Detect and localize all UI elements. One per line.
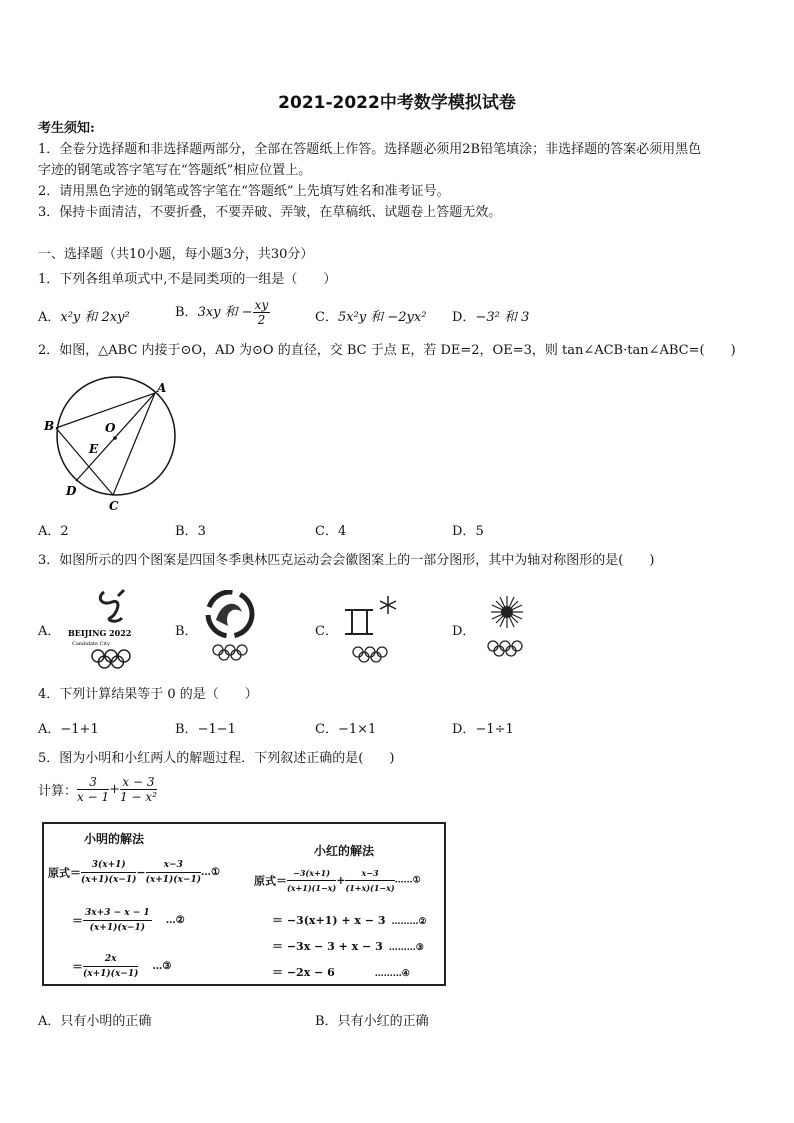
q4-option-c[interactable]: C．−1×1 xyxy=(315,722,377,737)
notice-item-1-cont: 字迹的钢笔或答字笔写在“答题纸”相应位置上。 xyxy=(38,163,312,178)
q1-option-c[interactable] xyxy=(315,306,426,325)
q2-option-c[interactable]: C．4 xyxy=(315,524,347,539)
label-d: D xyxy=(66,484,77,498)
olympic-rings-b xyxy=(213,645,247,660)
q3-option-c-label[interactable]: C． xyxy=(315,624,338,639)
label-e: E xyxy=(89,442,99,456)
q4-stem: 4．下列计算结果等于 0 的是（ ） xyxy=(38,687,258,702)
q3-stem: 3．如图所示的四个图案是四国冬季奥林匹克运动会会徽图案上的一部分图形，其中为轴对称图形的是( ) xyxy=(38,553,655,568)
q5-option-a[interactable]: A．只有小明的正确 xyxy=(38,1014,152,1029)
q5-option-b[interactable]: B．只有小红的正确 xyxy=(315,1014,429,1029)
xiaohong-line-2: ＝ −3(x+1) + x − 3 ………② xyxy=(272,914,427,927)
logo-a-text: BEIJING 2022 xyxy=(68,628,132,638)
q3-logo-b xyxy=(198,590,262,664)
olympic-rings-c xyxy=(353,647,387,662)
xiaohong-line-4: ＝ −2x − 6 ………④ xyxy=(272,966,410,979)
option-label: B． xyxy=(175,305,198,320)
olympic-rings-a xyxy=(92,650,130,668)
q4-option-d[interactable]: D．−1÷1 xyxy=(452,722,514,737)
label-b: B xyxy=(44,419,55,433)
xiaoming-line-3: ＝ $\frac{2x}{(x+1)(x-1)}$ …③ xyxy=(72,954,172,979)
q3-logo-d xyxy=(480,594,534,660)
q2-option-a[interactable]: A．2 xyxy=(38,524,69,539)
xiaoming-line-2: ＝ $\frac{3x+3 - x - 1}{(x+1)(x-1)}$ …② xyxy=(72,908,185,933)
q1-option-b[interactable] xyxy=(175,298,270,327)
q4-option-b[interactable]: B．−1−1 xyxy=(175,722,236,737)
option-label: D． xyxy=(452,310,476,325)
q3-logo-a xyxy=(66,584,162,670)
xiaoming-line-1: 原式＝ $\frac{3(x+1)}{(x+1)(x-1)}$ − $\frac{x-3}{(x+1)(x-1)}$ …① xyxy=(48,860,220,885)
star-icon xyxy=(380,596,396,614)
xiaohong-line-1: 原式＝ $\frac{-3(x+1)}{(x+1)(1-x)}$ + $\frac{x-3}{(1+x)(1-x)}$ ……① xyxy=(254,868,421,893)
q3-option-a-label[interactable]: A． xyxy=(38,624,61,639)
q1-c-expression: 5x²y 和 −2yx² xyxy=(337,310,427,325)
section-heading: 一、选择题（共10小题，每小题3分，共30分） xyxy=(38,247,314,262)
notice-item-3: 3．保持卡面清洁，不要折叠，不要弄破、弄皱，在草稿纸、试题卷上答题无效。 xyxy=(38,205,502,220)
q3-logo-c xyxy=(342,594,402,668)
xiaoming-title: 小明的解法 xyxy=(84,832,145,846)
q2-stem: 2．如图，△ABC 内接于⊙O，AD 为⊙O 的直径，交 BC 于点 E，若 DE=2，OE=3，则 tan∠ACB·tan∠ABC=( ) xyxy=(38,343,736,358)
notice-item-2: 2．请用黑色字迹的钢笔或答字笔在“答题纸”上先填写姓名和准考证号。 xyxy=(38,184,450,199)
q1-b-expression: 3xy 和 − xyxy=(197,305,253,320)
triangle-abc xyxy=(56,393,155,495)
xiaohong-line-3: ＝ −3x − 3 + x − 3 ………③ xyxy=(272,940,424,953)
label-o: O xyxy=(105,421,116,435)
q4-option-a[interactable]: A．−1+1 xyxy=(38,722,99,737)
q2-option-d[interactable]: D．5 xyxy=(452,524,484,539)
q1-option-a[interactable] xyxy=(38,306,130,325)
q2-circle-figure xyxy=(38,375,183,515)
logo-a-sub: Candidate City xyxy=(72,641,110,647)
xiaohong-title: 小红的解法 xyxy=(314,844,375,858)
q5-stem: 5．图为小明和小红两人的解题过程．下列叙述正确的是( ) xyxy=(38,751,395,766)
option-label: A． xyxy=(38,310,61,325)
olympic-rings-d xyxy=(488,641,522,656)
label-c: C xyxy=(109,499,119,513)
notice-heading: 考生须知: xyxy=(38,121,95,136)
q1-a-expression: x²y 和 2xy² xyxy=(60,310,130,325)
option-label: C． xyxy=(315,310,338,325)
label-a: A xyxy=(157,381,167,395)
page-title: 2021-2022中考数学模拟试卷 xyxy=(278,93,516,113)
q3-option-b-label[interactable]: B． xyxy=(175,624,198,639)
q1-d-expression: −3² 和 3 xyxy=(475,310,530,325)
q1-stem: 1．下列各组单项式中,不是同类项的一组是（ ） xyxy=(38,272,337,287)
q3-option-d-label[interactable]: D． xyxy=(452,624,476,639)
solutions-box xyxy=(42,822,446,986)
q5-expression: 计算： $\frac{3}{x - 1}$ + $\frac{x - 3}{\text{1 − x²}}$ xyxy=(38,775,157,804)
q1-b-fraction: $\frac{xy}{2}$ xyxy=(254,298,269,327)
notice-item-1: 1．全卷分选择题和非选择题两部分，全部在答题纸上作答。选择题必须用2B铅笔填涂；非选择题的答案必须用黑色 xyxy=(38,142,702,157)
q2-option-b[interactable]: B．3 xyxy=(175,524,206,539)
swirl-emblem xyxy=(208,592,252,636)
center-point xyxy=(113,436,117,440)
q1-option-d[interactable] xyxy=(452,306,529,325)
